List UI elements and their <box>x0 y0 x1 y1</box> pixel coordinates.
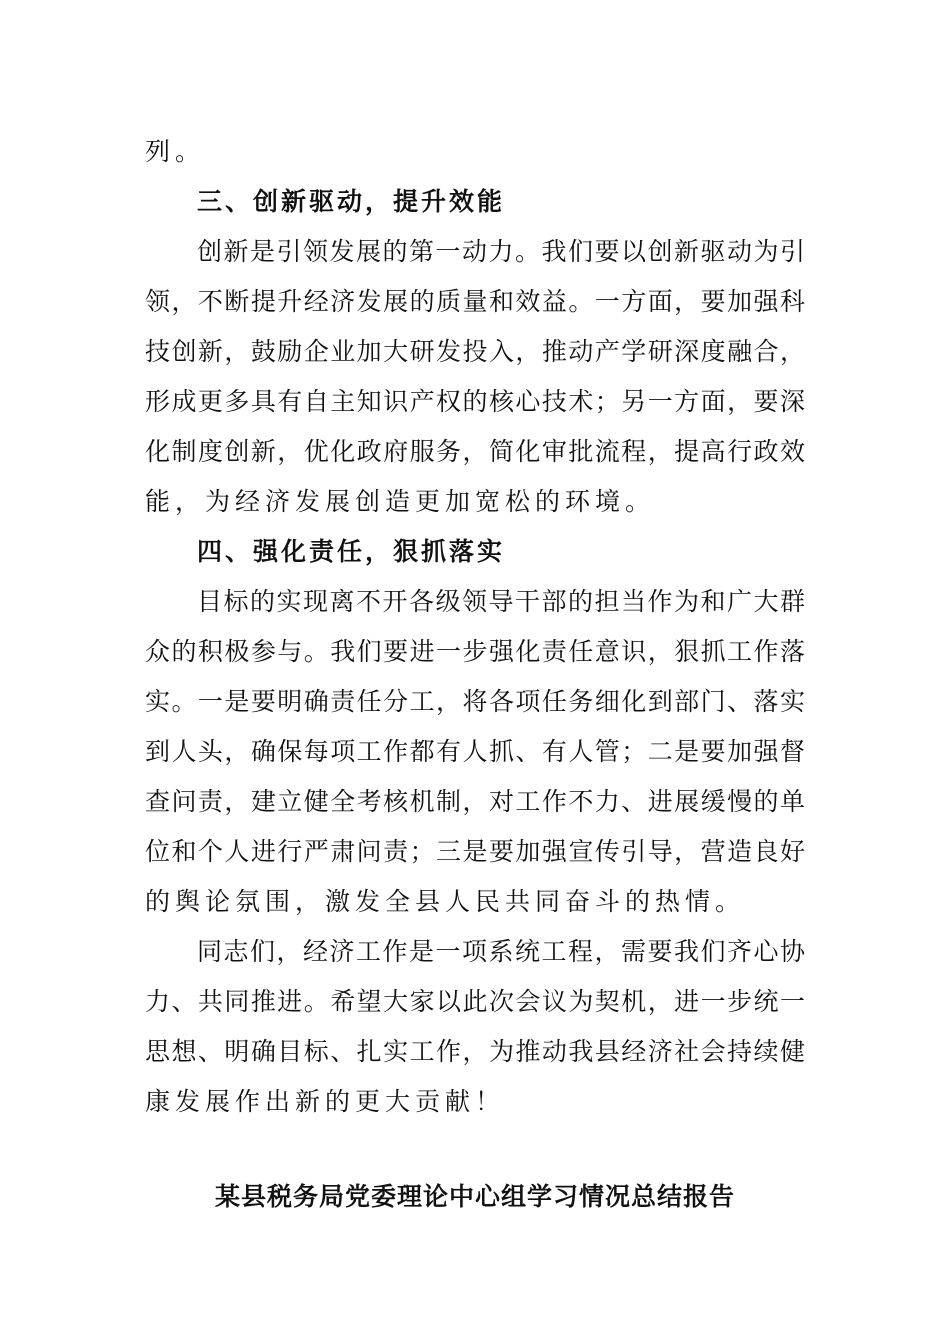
paragraph-line: 创新是引领发展的第一动力。我们要以创新驱动为引 <box>197 237 805 266</box>
paragraph-line: 能，为经济发展创造更加宽松的环境。 <box>145 487 656 516</box>
paragraph-line: 思想、明确目标、扎实工作，为推动我县经济社会持续健 <box>145 1037 805 1066</box>
paragraph-line: 目标的实现离不开各级领导干部的担当作为和广大群 <box>197 587 805 616</box>
document-body <box>145 127 805 1127</box>
paragraph-line: 的舆论氛围，激发全县人民共同奋斗的热情。 <box>145 887 746 916</box>
paragraph-line: 查问责，建立健全考核机制，对工作不力、进展缓慢的单 <box>145 787 805 816</box>
paragraph-line: 力、共同推进。希望大家以此次会议为契机，进一步统一 <box>145 987 805 1016</box>
paragraph-line: 同志们，经济工作是一项系统工程，需要我们齐心协 <box>197 937 805 966</box>
paragraph-line: 化制度创新，优化政府服务，简化审批流程，提高行政效 <box>145 437 805 466</box>
section-heading: 三、创新驱动，提升效能 <box>197 187 506 216</box>
section-heading: 四、强化责任，狠抓落实 <box>197 537 506 566</box>
paragraph-line: 实。一是要明确责任分工，将各项任务细化到部门、落实 <box>145 687 805 716</box>
paragraph-line: 形成更多具有自主知识产权的核心技术；另一方面，要深 <box>145 387 805 416</box>
paragraph-line: 到人头，确保每项工作都有人抓、有人管；二是要加强督 <box>145 737 805 766</box>
paragraph-line: 众的积极参与。我们要进一步强化责任意识，狠抓工作落 <box>145 637 805 666</box>
next-document-title: 某县税务局党委理论中心组学习情况总结报告 <box>214 1182 735 1211</box>
paragraph-line: 领，不断提升经济发展的质量和效益。一方面，要加强科 <box>145 287 805 316</box>
paragraph-line: 列。 <box>145 137 206 166</box>
paragraph-line: 康发展作出新的更大贡献！ <box>145 1087 506 1116</box>
paragraph-line: 技创新，鼓励企业加大研发投入，推动产学研深度融合， <box>145 337 805 366</box>
paragraph-line: 位和个人进行严肃问责；三是要加强宣传引导，营造良好 <box>145 837 805 866</box>
